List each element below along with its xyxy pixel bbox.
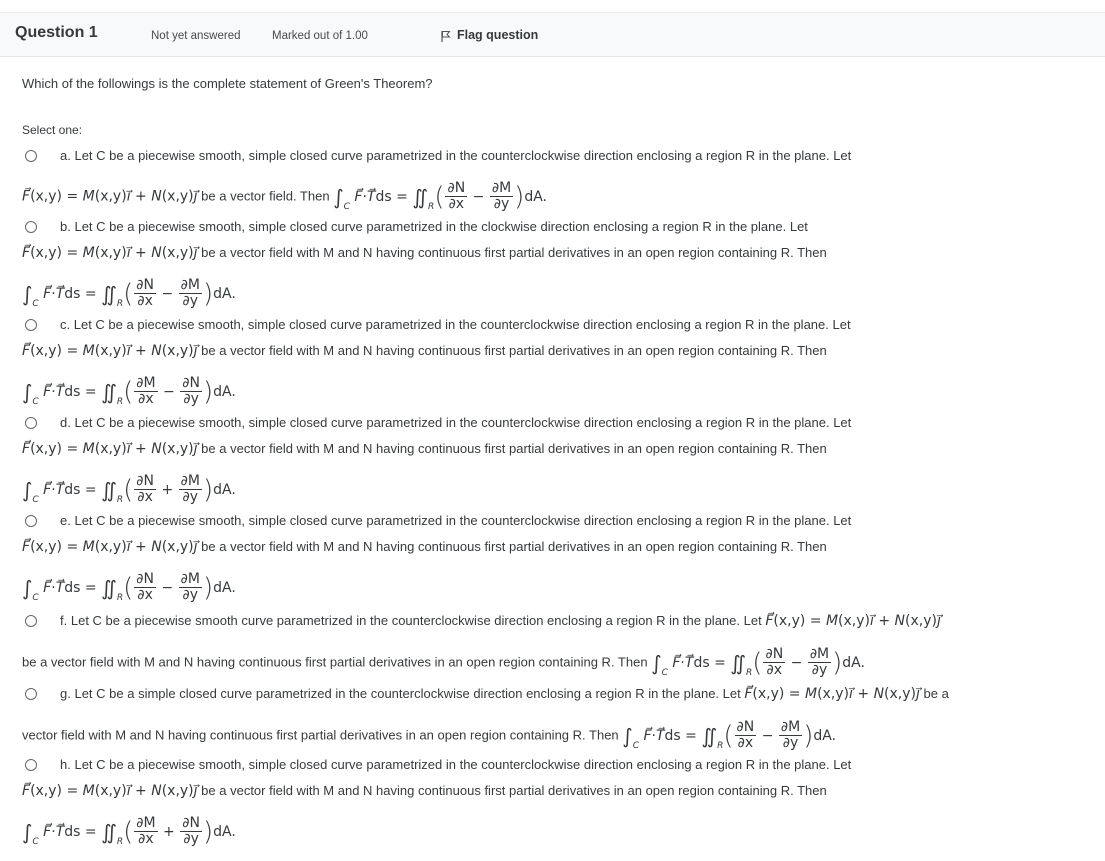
flag-question-label: Flag question [457, 28, 539, 42]
greens-formula: $\int_C$ F⃗·T⃗ds = $∬_R$( $\frac{\partial M}{\partial x}$ + $\frac{\partial N}{\partial y}$ )dA. [22, 815, 236, 847]
vector-field: F⃗(x,y) = M(x,y)i⃗ + N(x,y)j⃗ [22, 441, 198, 457]
greens-formula: $\int_C$ F⃗·T⃗ds = $∬_R$( $\frac{\partial M}{\partial x}$ − $\frac{\partial N}{\partial y}$ )dA. [22, 375, 236, 407]
answer-radio[interactable] [25, 759, 37, 771]
question-mark: Marked out of 1.00 [272, 30, 368, 42]
answer-text-continued: F⃗(x,y) = M(x,y)i⃗ + N(x,y)j⃗ be a vector field with M and N having continuous first partial derivatives in an open region containing R. Then [22, 343, 827, 359]
answer-text[interactable]: e. Let C be a piecewise smooth, simple closed curve parametrized in the counterclockwise direction enclosing a region R in the plane. Let [60, 513, 852, 528]
greens-formula: $\int_C$ F⃗·T⃗ds = $∬_R$( $\frac{\partial N}{\partial x}$ − $\frac{\partial M}{\partial y}$ )dA. [651, 646, 865, 678]
answer-text[interactable]: f. Let C be a piecewise smooth curve parametrized in the counterclockwise direction enclosing a region R in the plane. Let F⃗(x,y) = M(x,y)i⃗ + N(x,y)j⃗ [60, 613, 941, 629]
answer-formula-line [22, 816, 236, 851]
answer-text-continued: vector field with M and N having continuous first partial derivatives in an open region containing R. Then $\int_C$ F⃗·T⃗ds = $∬_R$( $\frac{\partial N}{\partial x}$ − $\frac{\partial M}{\partial y}$ )dA. [22, 719, 837, 751]
answer-radio[interactable] [25, 150, 37, 162]
greens-formula: $\int_C$ F⃗·T⃗ds = $∬_R$( $\frac{\partial N}{\partial x}$ + $\frac{\partial M}{\partial y}$ )dA. [22, 473, 236, 505]
vector-field: F⃗(x,y) = M(x,y)i⃗ + N(x,y)j⃗ [765, 613, 941, 629]
answer-radio[interactable] [25, 515, 37, 527]
answer-radio[interactable] [25, 319, 37, 331]
greens-formula: $\int_C$ F⃗·T⃗ds = $∬_R$( $\frac{\partial N}{\partial x}$ − $\frac{\partial M}{\partial y}$ )dA. [22, 277, 236, 309]
flag-question-button[interactable] [441, 28, 538, 42]
answer-formula-line [22, 474, 236, 509]
answer-text-continued: F⃗(x,y) = M(x,y)i⃗ + N(x,y)j⃗ be a vector field with M and N having continuous first partial derivatives in an open region containing R. Then [22, 245, 827, 261]
answer-radio[interactable] [25, 615, 37, 627]
vector-field: F⃗(x,y) = M(x,y)i⃗ + N(x,y)j⃗ [22, 783, 198, 799]
answer-radio[interactable] [25, 417, 37, 429]
question-prompt: Which of the followings is the complete statement of Green's Theorem? [22, 76, 433, 91]
vector-field: F⃗(x,y) = M(x,y)i⃗ + N(x,y)j⃗ [22, 245, 198, 261]
answer-text-continued: F⃗(x,y) = M(x,y)i⃗ + N(x,y)j⃗ be a vector field with M and N having continuous first partial derivatives in an open region containing R. Then [22, 539, 827, 555]
answer-text[interactable]: a. Let C be a piecewise smooth, simple closed curve parametrized in the counterclockwise direction enclosing a region R in the plane. Let [60, 148, 852, 163]
answer-text-continued: be a vector field with M and N having continuous first partial derivatives in an open region containing R. Then $\int_C$ F⃗·T⃗ds = $∬_R$( $\frac{\partial N}{\partial x}$ − $\frac{\partial M}{\partial y}$ )dA. [22, 646, 865, 678]
answer-text-continued: F⃗(x,y) = M(x,y)i⃗ + N(x,y)j⃗ be a vector field. Then $\int_C$ F⃗·T⃗ds = $∬_R$( $\frac{\partial N}{\partial x}$ − $\frac{\partial M}{\partial y}$ )dA. [22, 180, 547, 212]
answer-text[interactable]: g. Let C be a simple closed curve parametrized in the counterclockwise direction enclosing a region R in the plane. Let F⃗(x,y) = M(x,y)i⃗ + N(x,y)j⃗ be a [60, 686, 949, 702]
answer-text-continued: F⃗(x,y) = M(x,y)i⃗ + N(x,y)j⃗ be a vector field with M and N having continuous first partial derivatives in an open region containing R. Then [22, 441, 827, 457]
vector-field: F⃗(x,y) = M(x,y)i⃗ + N(x,y)j⃗ [22, 343, 198, 359]
answer-formula-line [22, 572, 236, 607]
greens-formula: $\int_C$ F⃗·T⃗ds = $∬_R$( $\frac{\partial N}{\partial x}$ − $\frac{\partial M}{\partial y}$ )dA. [622, 719, 837, 751]
answer-text[interactable]: h. Let C be a piecewise smooth, simple closed curve parametrized in the counterclockwise direction enclosing a region R in the plane. Let [60, 757, 852, 772]
flag-icon [441, 30, 451, 43]
vector-field: F⃗(x,y) = M(x,y)i⃗ + N(x,y)j⃗ [22, 539, 198, 555]
answer-radio[interactable] [25, 688, 37, 700]
greens-formula: $\int_C$ F⃗·T⃗ds = $∬_R$( $\frac{\partial N}{\partial x}$ − $\frac{\partial M}{\partial y}$ )dA. [22, 571, 236, 603]
answer-text[interactable]: b. Let C be a piecewise smooth, simple closed curve parametrized in the clockwise direction enclosing a region R in the plane. Let [60, 219, 808, 234]
vector-field: F⃗(x,y) = M(x,y)i⃗ + N(x,y)j⃗ [22, 188, 198, 205]
question-number: Question 1 [15, 24, 98, 41]
answer-formula-line [22, 376, 236, 411]
question-state: Not yet answered [151, 30, 241, 42]
vector-field: F⃗(x,y) = M(x,y)i⃗ + N(x,y)j⃗ [744, 686, 920, 702]
answer-text[interactable]: d. Let C be a piecewise smooth, simple closed curve parametrized in the counterclockwise direction enclosing a region R in the plane. Let [60, 415, 852, 430]
greens-formula: $\int_C$ F⃗·T⃗ds = $∬_R$( $\frac{\partial N}{\partial x}$ − $\frac{\partial M}{\partial y}$ )dA. [333, 180, 547, 212]
answer-formula-line [22, 278, 236, 313]
question-info-bar [0, 12, 1105, 57]
answer-text-continued: F⃗(x,y) = M(x,y)i⃗ + N(x,y)j⃗ be a vector field with M and N having continuous first partial derivatives in an open region containing R. Then [22, 783, 827, 799]
answer-text[interactable]: c. Let C be a piecewise smooth, simple closed curve parametrized in the counterclockwise direction enclosing a region R in the plane. Let [60, 317, 851, 332]
select-one-label: Select one: [22, 123, 83, 137]
answer-radio[interactable] [25, 221, 37, 233]
